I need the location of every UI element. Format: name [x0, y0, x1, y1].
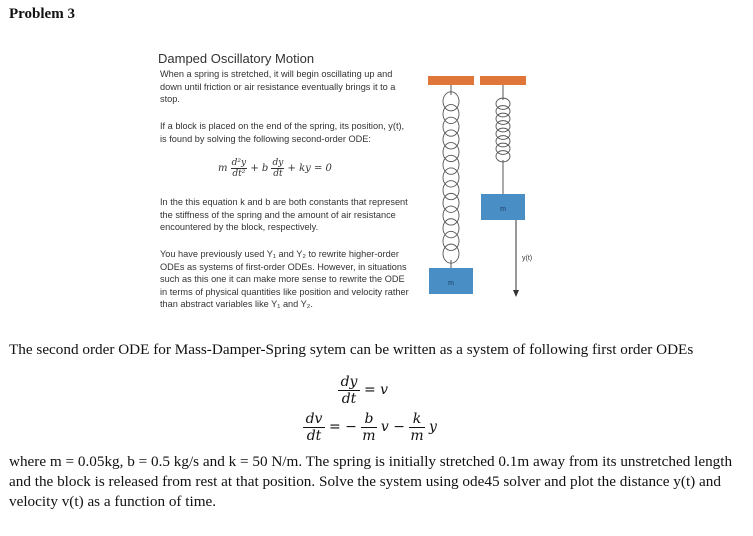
block-left-label: m — [448, 280, 454, 287]
figure-paragraph-2: If a block is placed on the end of the spring, its position, y(t), is found by solving the following second-order ODE: — [160, 121, 405, 144]
spring-coil — [443, 181, 459, 200]
problem-heading: Problem 3 — [9, 6, 75, 22]
figure-paragraph-4: You have previously used Y₁ and Y₂ to rewrite higher-order ODEs as systems of first-order ODEs. However, in situations such as this one it can make more sense to rewrite the ODE in terms of physical quantities like position and velocity rather than abstract variables like Y₁ and Y₂. — [160, 249, 409, 309]
spring-coil — [443, 143, 459, 162]
equation-dv-dt: $\frac{dv}{dt}$ = − $\frac{b}{m}$ v − $\frac{k}{m}$ y — [303, 411, 437, 444]
equation-dy-dt: $\frac{dy}{dt}$ = v — [338, 374, 388, 407]
conclusion-text: where m = 0.05kg, b = 0.5 kg/s and k = 50 N/m. The spring is initially stretched 0.1m away from its unstretched length and the block is released from rest at that position. Solve the system using ode45 solver and plot the distance y(t) and velocity v(t) as a function of time. — [9, 453, 733, 510]
spring-right — [496, 98, 510, 162]
spring-left — [443, 92, 459, 263]
ceiling-left — [428, 76, 474, 85]
intro-text: The second order ODE for Mass-Damper-Spring sytem can be written as a system of following first order ODEs — [9, 341, 694, 358]
figure-title: Damped Oscillatory Motion — [158, 51, 315, 66]
spring-coil — [443, 130, 459, 149]
block-right-label: m — [500, 206, 506, 213]
spring-coil — [443, 219, 459, 238]
figure-paragraph-1: When a spring is stretched, it will begin oscillating up and down until friction or air resistance eventually brings it to a stop. — [160, 69, 396, 104]
figure-paragraph-3: In the this equation k and b are both constants that represent the stiffness of the spring and the amount of air resistance encountered by the block, respectively. — [160, 197, 408, 232]
spring-coil — [443, 168, 459, 187]
spring-diagram — [420, 70, 540, 310]
spring-coil — [443, 105, 459, 124]
spring-coil — [443, 155, 459, 174]
figure-ode: m $\frac{\text{d²y}}{\text{dt²}}$ + b $\frac{dy}{dt}$ + ky = 0 — [218, 158, 332, 179]
y-label: y(t) — [522, 255, 533, 262]
spring-coil — [443, 117, 459, 136]
ceiling-right — [480, 76, 526, 85]
spring-coil — [443, 231, 459, 250]
spring-coil — [443, 206, 459, 225]
spring-coil — [443, 193, 459, 212]
